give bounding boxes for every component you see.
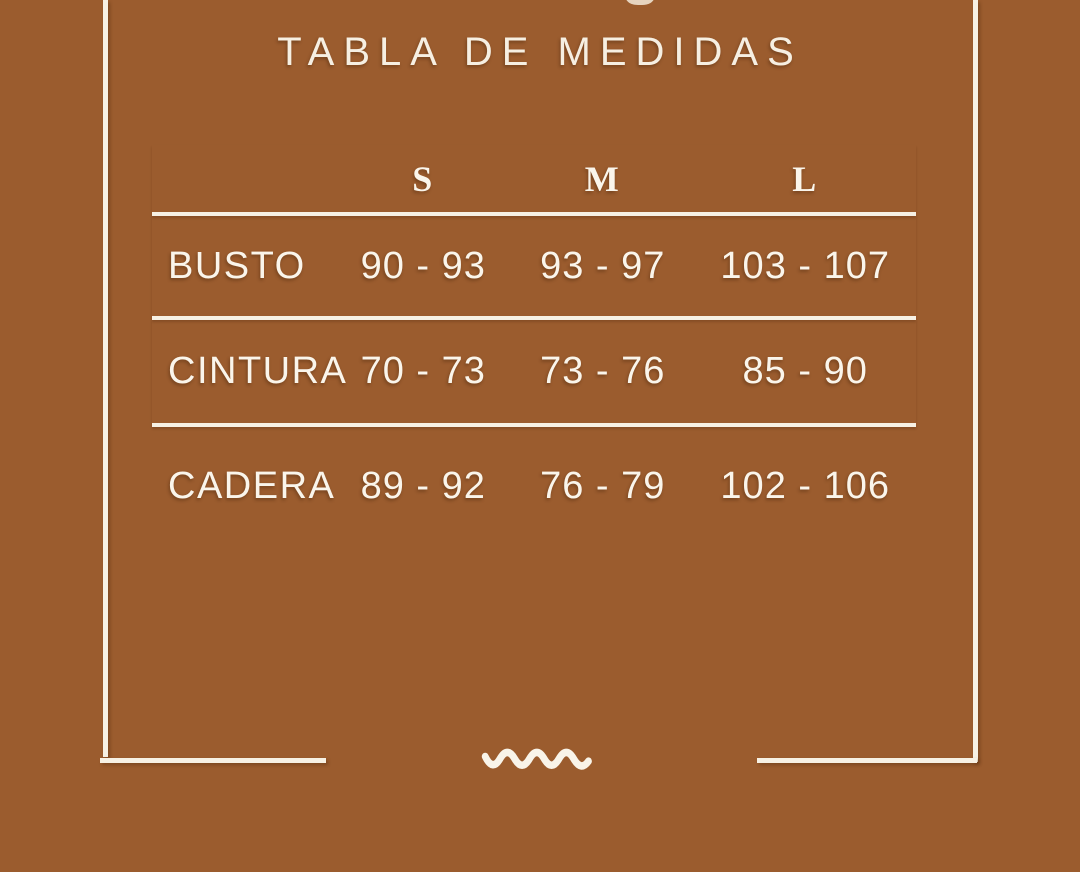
frame-border-right xyxy=(973,0,978,762)
table-row-busto xyxy=(152,216,916,320)
cell-value: 93 - 97 xyxy=(540,244,666,287)
column-header-m: M xyxy=(584,158,621,199)
cell-value: 70 - 73 xyxy=(360,350,486,392)
cell-value: 89 - 92 xyxy=(360,464,486,507)
cell-value: 103 - 107 xyxy=(720,244,890,287)
column-header-l: L xyxy=(792,158,819,199)
cell-value: 73 - 76 xyxy=(540,350,666,392)
table-row-cintura xyxy=(152,320,916,427)
table-header-row xyxy=(152,145,916,216)
wavy-line-icon xyxy=(481,746,599,774)
cell-value: 90 - 93 xyxy=(360,244,486,287)
column-header-s: S xyxy=(412,158,435,199)
cell-value: 76 - 79 xyxy=(540,464,666,507)
row-label: BUSTO xyxy=(168,244,306,287)
cell-value: 85 - 90 xyxy=(742,350,868,392)
cell-value: 102 - 106 xyxy=(720,464,890,507)
page-title: TABLA DE MEDIDAS xyxy=(277,30,803,74)
row-label: CADERA xyxy=(168,464,336,507)
table-row-cadera xyxy=(152,427,916,545)
frame-border-bottom-right xyxy=(757,758,977,763)
row-label: CINTURA xyxy=(168,350,348,392)
frame-border-left xyxy=(103,0,108,757)
measurements-table xyxy=(152,145,916,545)
cropped-logo-glyph xyxy=(626,0,654,5)
frame-border-bottom-left xyxy=(100,758,326,763)
